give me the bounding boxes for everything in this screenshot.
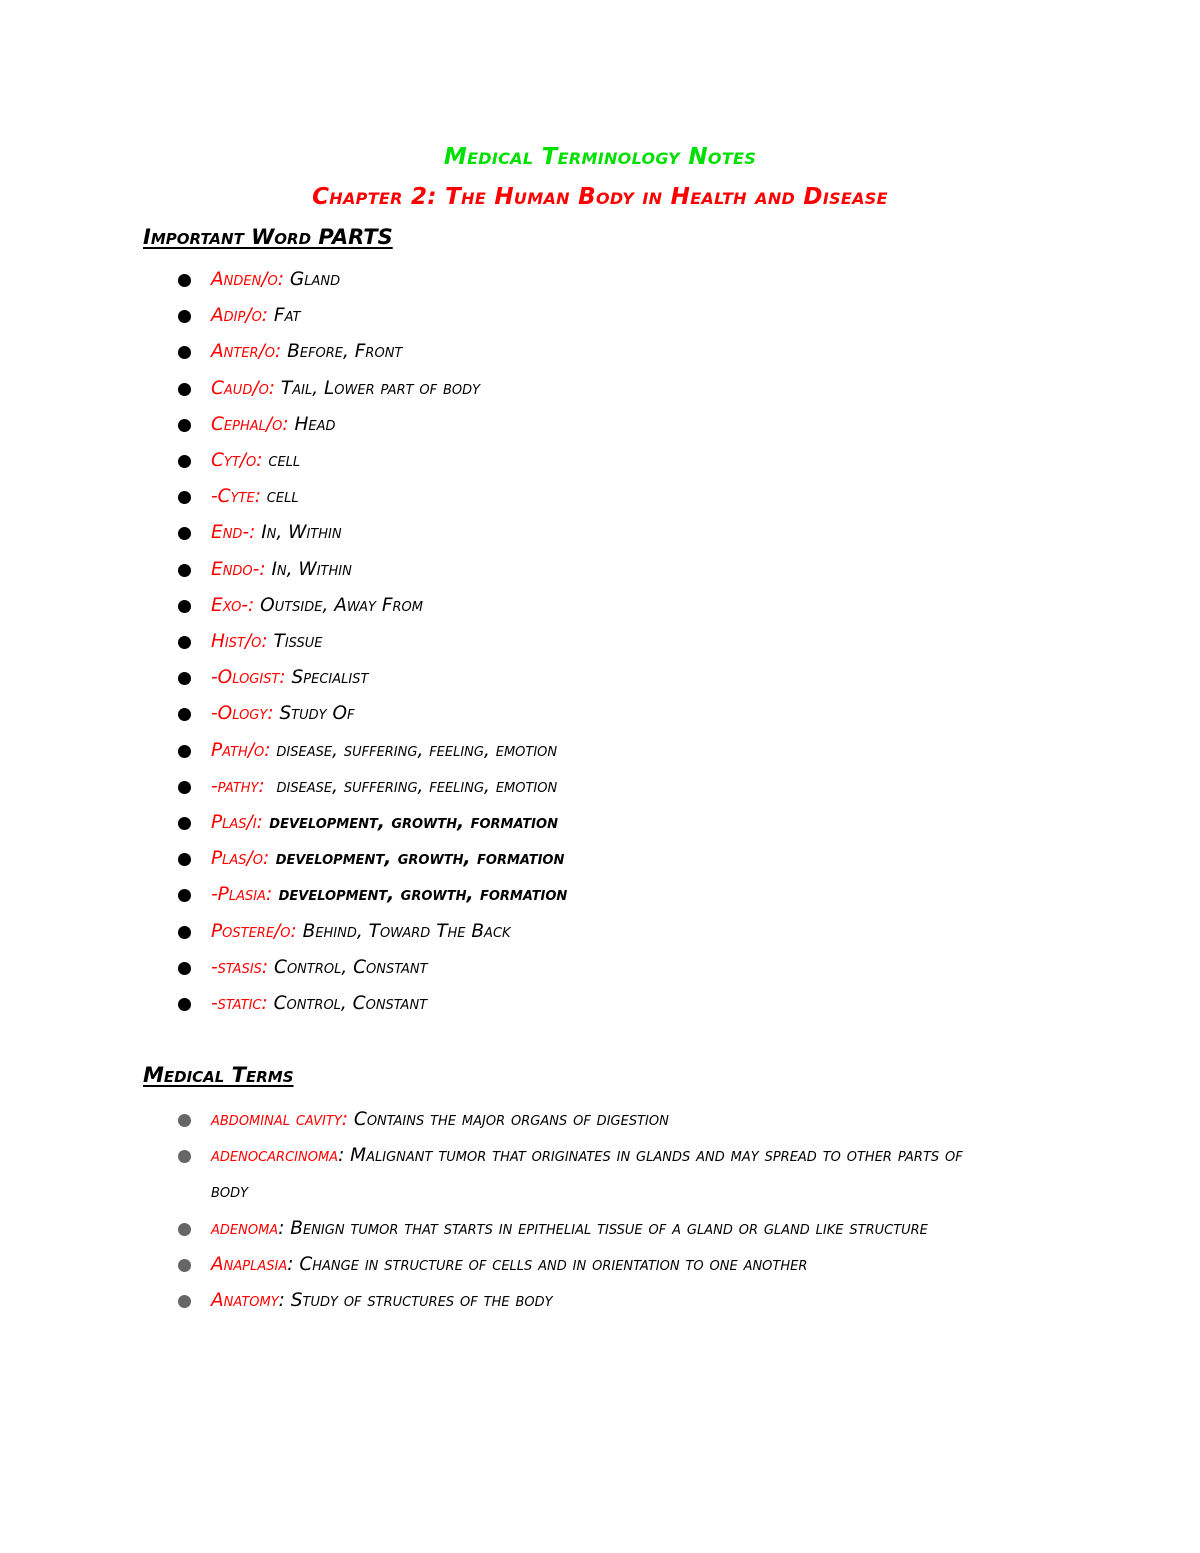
term-definition: Tissue <box>267 631 323 653</box>
bullet-icon <box>178 564 191 577</box>
term-label: adenoma <box>211 1217 279 1239</box>
list-item <box>178 1102 971 1138</box>
list-item <box>178 1211 971 1247</box>
bullet-icon <box>178 926 191 939</box>
bullet-icon <box>178 383 191 396</box>
term-definition: Outside, Away From <box>254 594 423 616</box>
term-label: -pathy: <box>211 775 265 797</box>
bullet-icon <box>178 491 191 504</box>
list-item <box>178 841 978 877</box>
term-definition: : Malignant tumor that originates in glands and may spread to other parts of body <box>211 1145 969 1203</box>
list-item <box>178 696 978 732</box>
bullet-icon <box>178 419 191 432</box>
bullet-icon <box>178 889 191 902</box>
term-label: Anatomy <box>211 1290 279 1312</box>
bullet-icon <box>178 455 191 468</box>
list-item <box>178 334 978 370</box>
term-definition: Before, Front <box>281 341 403 363</box>
term-definition: Study Of <box>273 703 355 725</box>
list-item <box>178 298 978 334</box>
document-title: Medical Terminology Notes <box>443 144 757 170</box>
medical-terms-list <box>178 1102 978 1319</box>
bullet-icon <box>178 962 191 975</box>
term-definition: Control, Constant <box>267 993 428 1015</box>
list-item <box>178 660 978 696</box>
term-label: Adip/o: <box>211 305 269 327</box>
term-label: -static: <box>211 993 268 1015</box>
list-item <box>178 914 978 950</box>
bullet-icon <box>178 346 191 359</box>
term-label: abdominal cavity: <box>211 1109 349 1130</box>
term-definition: : Change in structure of cells and in orientation to one another <box>287 1253 808 1275</box>
bullet-icon <box>178 853 191 866</box>
bullet-icon <box>178 527 191 540</box>
bullet-icon <box>178 745 191 758</box>
list-item <box>178 769 978 805</box>
term-definition: disease, suffering, feeling, emotion <box>270 739 558 761</box>
term-label: Anden/o: <box>211 269 285 290</box>
list-item <box>178 443 978 479</box>
word-parts-list <box>178 262 978 1022</box>
list-item <box>178 262 978 298</box>
bullet-icon <box>178 781 191 794</box>
term-definition: In, Within <box>255 522 342 544</box>
bullet-icon <box>178 274 191 287</box>
list-item <box>178 407 978 443</box>
term-label: Anaplasia <box>211 1253 288 1275</box>
term-definition: development, growth, formation <box>272 884 568 906</box>
list-item <box>178 877 978 913</box>
list-item <box>178 733 978 769</box>
document-subtitle: Chapter 2: The Human Body in Health and Disease <box>312 184 888 210</box>
bullet-icon <box>178 636 191 649</box>
bullet-icon <box>178 817 191 830</box>
term-label: Exo-: <box>211 594 255 616</box>
list-item <box>178 1247 971 1283</box>
term-definition: : Study of structures of the body <box>278 1290 553 1312</box>
term-label: Plas/o: <box>211 848 270 870</box>
term-label: Caud/o: <box>211 377 276 399</box>
term-definition: Tail, Lower part of body <box>275 377 481 399</box>
term-definition: development, growth, formation <box>269 848 565 870</box>
list-item <box>178 805 978 841</box>
term-label: Path/o: <box>211 739 271 761</box>
term-definition: In, Within <box>265 558 352 580</box>
bullet-icon <box>178 1114 191 1127</box>
list-item <box>178 986 978 1022</box>
term-label: End-: <box>211 522 256 544</box>
section-heading-word-parts: Important Word PARTS <box>143 225 393 249</box>
list-item <box>178 552 978 588</box>
bullet-icon <box>178 1259 191 1272</box>
term-label: Postere/o: <box>211 920 297 942</box>
term-definition: Specialist <box>285 667 369 689</box>
term-label: -Cyte: <box>211 486 261 508</box>
bullet-icon <box>178 1223 191 1236</box>
term-definition: Control, Constant <box>268 956 428 978</box>
bullet-icon <box>178 1295 191 1308</box>
term-definition: disease, suffering, feeling, emotion <box>264 775 558 797</box>
term-definition: cell <box>260 486 299 508</box>
term-label: Plas/i: <box>211 812 263 834</box>
term-label: -stasis: <box>211 956 269 978</box>
term-label: Cyt/o: <box>211 450 263 472</box>
term-definition: Behind, Toward The Back <box>296 920 511 942</box>
list-item <box>178 624 978 660</box>
bullet-icon <box>178 310 191 323</box>
bullet-icon <box>178 708 191 721</box>
list-item <box>178 1283 971 1319</box>
term-definition: Gland <box>284 269 341 290</box>
list-item <box>178 950 978 986</box>
term-label: -Plasia: <box>211 884 273 906</box>
term-definition: Head <box>288 413 336 435</box>
term-label: Hist/o: <box>211 631 268 653</box>
list-item <box>178 1138 971 1210</box>
bullet-icon <box>178 672 191 685</box>
section-heading-medical-terms: Medical Terms <box>143 1063 294 1087</box>
list-item <box>178 588 978 624</box>
term-label: adenocarcinoma <box>211 1145 339 1167</box>
list-item <box>178 515 978 551</box>
term-label: Anter/o: <box>211 341 282 363</box>
bullet-icon <box>178 998 191 1011</box>
term-label: Cephal/o: <box>211 413 289 435</box>
term-label: -Ology: <box>211 703 274 725</box>
term-definition: Fat <box>268 305 301 327</box>
list-item <box>178 371 978 407</box>
term-label: -Ologist: <box>211 667 286 689</box>
term-definition: cell <box>262 450 301 472</box>
term-definition: Contains the major organs of digestion <box>348 1109 669 1130</box>
term-definition: development, growth, formation <box>262 812 558 834</box>
bullet-icon <box>178 600 191 613</box>
bullet-icon <box>178 1150 191 1163</box>
term-label: Endo-: <box>211 558 266 580</box>
term-definition: : Benign tumor that starts in epithelial tissue of a gland or gland like structure <box>278 1217 928 1239</box>
list-item <box>178 479 978 515</box>
